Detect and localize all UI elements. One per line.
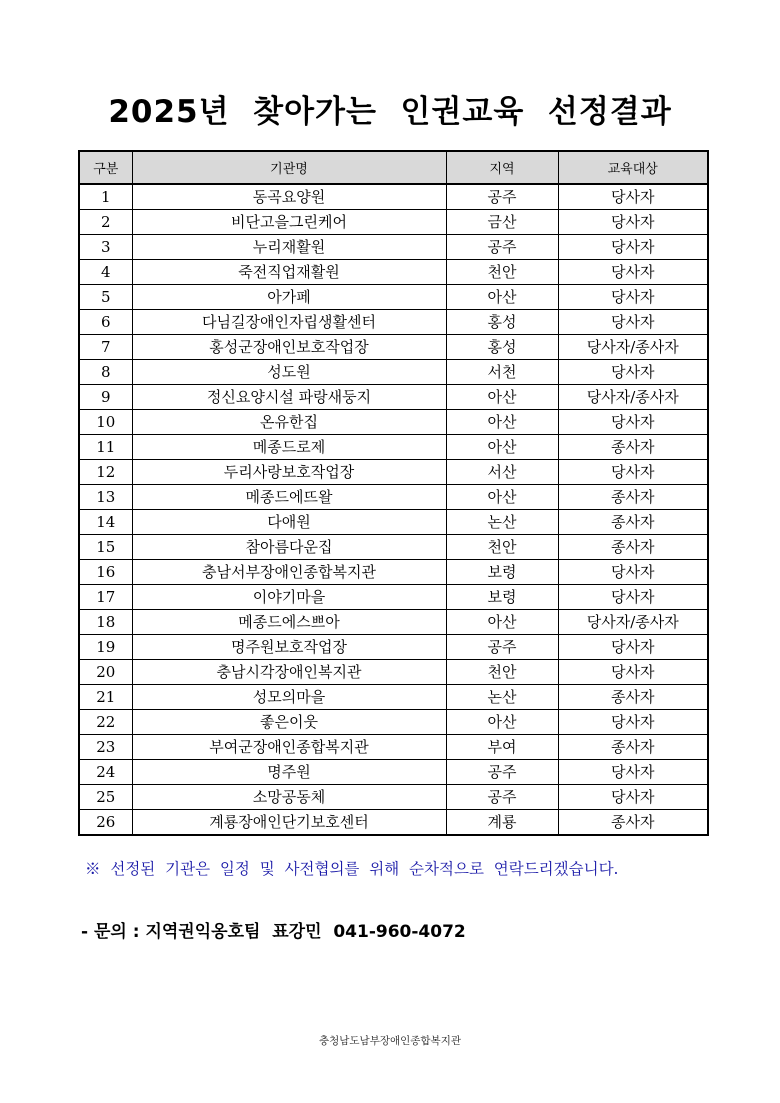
table-row [79, 285, 708, 310]
page-title: 2025년 찾아가는 인권교육 선정결과 [108, 94, 672, 130]
cell-region: 공주 [446, 785, 558, 810]
cell-target: 당사자 [558, 660, 708, 685]
table-row [79, 210, 708, 235]
cell-number: 19 [79, 635, 132, 660]
cell-region: 아산 [446, 435, 558, 460]
cell-institution: 아가페 [132, 285, 446, 310]
cell-region: 계룡 [446, 810, 558, 836]
cell-number: 15 [79, 535, 132, 560]
cell-target: 당사자 [558, 635, 708, 660]
cell-institution: 누리재활원 [132, 235, 446, 260]
cell-number: 21 [79, 685, 132, 710]
table-row [79, 485, 708, 510]
table-row [79, 410, 708, 435]
cell-number: 11 [79, 435, 132, 460]
cell-number: 24 [79, 760, 132, 785]
cell-number: 22 [79, 710, 132, 735]
cell-target: 당사자/종사자 [558, 335, 708, 360]
cell-target: 종사자 [558, 685, 708, 710]
cell-institution: 홍성군장애인보호작업장 [132, 335, 446, 360]
cell-institution: 죽전직업재활원 [132, 260, 446, 285]
table-row [79, 184, 708, 210]
cell-number: 1 [79, 184, 132, 210]
cell-number: 4 [79, 260, 132, 285]
cell-region: 천안 [446, 660, 558, 685]
table-row [79, 560, 708, 585]
table-row [79, 810, 708, 836]
cell-region: 논산 [446, 510, 558, 535]
cell-institution: 다애원 [132, 510, 446, 535]
column-header-target: 교육대상 [558, 151, 708, 184]
cell-number: 7 [79, 335, 132, 360]
table-row [79, 260, 708, 285]
table-row [79, 235, 708, 260]
table-row [79, 760, 708, 785]
cell-number: 17 [79, 585, 132, 610]
table-header-row [79, 151, 708, 184]
table-row [79, 635, 708, 660]
contact-info: - 문의 : 지역권익옹호팀 표강민 041-960-4072 [81, 922, 466, 942]
cell-number: 16 [79, 560, 132, 585]
table-row [79, 310, 708, 335]
cell-region: 보령 [446, 560, 558, 585]
cell-target: 당사자 [558, 210, 708, 235]
cell-number: 18 [79, 610, 132, 635]
cell-target: 당사자 [558, 260, 708, 285]
cell-target: 종사자 [558, 810, 708, 836]
cell-institution: 성도원 [132, 360, 446, 385]
cell-target: 당사자 [558, 560, 708, 585]
cell-institution: 다님길장애인자립생활센터 [132, 310, 446, 335]
cell-region: 금산 [446, 210, 558, 235]
cell-institution: 온유한집 [132, 410, 446, 435]
cell-region: 서산 [446, 460, 558, 485]
cell-number: 9 [79, 385, 132, 410]
cell-region: 아산 [446, 485, 558, 510]
cell-region: 공주 [446, 235, 558, 260]
cell-institution: 정신요양시설 파랑새둥지 [132, 385, 446, 410]
cell-target: 당사자 [558, 410, 708, 435]
table-row [79, 335, 708, 360]
cell-institution: 비단고을그린케어 [132, 210, 446, 235]
cell-target: 당사자 [558, 184, 708, 210]
cell-institution: 성모의마을 [132, 685, 446, 710]
selection-results-table [78, 150, 709, 836]
cell-institution: 부여군장애인종합복지관 [132, 735, 446, 760]
cell-institution: 명주원보호작업장 [132, 635, 446, 660]
cell-number: 23 [79, 735, 132, 760]
cell-institution: 좋은이웃 [132, 710, 446, 735]
cell-region: 아산 [446, 410, 558, 435]
table-row [79, 510, 708, 535]
table-row [79, 785, 708, 810]
table-row [79, 735, 708, 760]
cell-institution: 소망공동체 [132, 785, 446, 810]
cell-target: 종사자 [558, 435, 708, 460]
cell-target: 당사자 [558, 785, 708, 810]
cell-target: 당사자/종사자 [558, 610, 708, 635]
cell-target: 당사자 [558, 235, 708, 260]
cell-target: 당사자 [558, 760, 708, 785]
table-row [79, 610, 708, 635]
table-row [79, 385, 708, 410]
cell-region: 아산 [446, 285, 558, 310]
cell-region: 아산 [446, 610, 558, 635]
cell-number: 20 [79, 660, 132, 685]
cell-target: 당사자 [558, 460, 708, 485]
footer-organization: 충청남도남부장애인종합복지관 [318, 1035, 461, 1047]
cell-number: 14 [79, 510, 132, 535]
cell-target: 당사자 [558, 285, 708, 310]
cell-target: 종사자 [558, 510, 708, 535]
cell-number: 5 [79, 285, 132, 310]
column-header-institution: 기관명 [132, 151, 446, 184]
table-body [79, 184, 708, 835]
cell-region: 서천 [446, 360, 558, 385]
column-header-region: 지역 [446, 151, 558, 184]
cell-target: 당사자 [558, 310, 708, 335]
cell-institution: 계룡장애인단기보호센터 [132, 810, 446, 836]
table-row [79, 435, 708, 460]
table-row [79, 685, 708, 710]
cell-region: 천안 [446, 535, 558, 560]
cell-institution: 두리사랑보호작업장 [132, 460, 446, 485]
cell-number: 3 [79, 235, 132, 260]
cell-region: 공주 [446, 184, 558, 210]
cell-region: 홍성 [446, 310, 558, 335]
cell-region: 홍성 [446, 335, 558, 360]
cell-region: 아산 [446, 385, 558, 410]
cell-number: 8 [79, 360, 132, 385]
cell-target: 당사자/종사자 [558, 385, 708, 410]
cell-region: 논산 [446, 685, 558, 710]
cell-target: 당사자 [558, 585, 708, 610]
cell-institution: 메종드에스쁘아 [132, 610, 446, 635]
cell-number: 6 [79, 310, 132, 335]
cell-number: 25 [79, 785, 132, 810]
cell-number: 26 [79, 810, 132, 836]
cell-institution: 메종드에뜨왈 [132, 485, 446, 510]
cell-region: 보령 [446, 585, 558, 610]
cell-region: 아산 [446, 710, 558, 735]
cell-number: 10 [79, 410, 132, 435]
cell-institution: 이야기마을 [132, 585, 446, 610]
table-row [79, 360, 708, 385]
table-row [79, 660, 708, 685]
cell-institution: 참아름다운집 [132, 535, 446, 560]
table-row [79, 460, 708, 485]
cell-target: 당사자 [558, 710, 708, 735]
cell-region: 천안 [446, 260, 558, 285]
table-row [79, 585, 708, 610]
cell-target: 당사자 [558, 360, 708, 385]
cell-target: 종사자 [558, 735, 708, 760]
cell-region: 공주 [446, 635, 558, 660]
cell-region: 부여 [446, 735, 558, 760]
cell-target: 종사자 [558, 535, 708, 560]
table-row [79, 710, 708, 735]
cell-institution: 충남서부장애인종합복지관 [132, 560, 446, 585]
cell-region: 공주 [446, 760, 558, 785]
cell-institution: 명주원 [132, 760, 446, 785]
cell-institution: 충남시각장애인복지관 [132, 660, 446, 685]
notice-text: ※ 선정된 기관은 일정 및 사전협의를 위해 순차적으로 연락드리겠습니다. [85, 860, 619, 878]
cell-institution: 메종드로제 [132, 435, 446, 460]
cell-number: 12 [79, 460, 132, 485]
cell-number: 2 [79, 210, 132, 235]
cell-institution: 동곡요양원 [132, 184, 446, 210]
table-row [79, 535, 708, 560]
cell-target: 종사자 [558, 485, 708, 510]
cell-number: 13 [79, 485, 132, 510]
column-header-number: 구분 [79, 151, 132, 184]
